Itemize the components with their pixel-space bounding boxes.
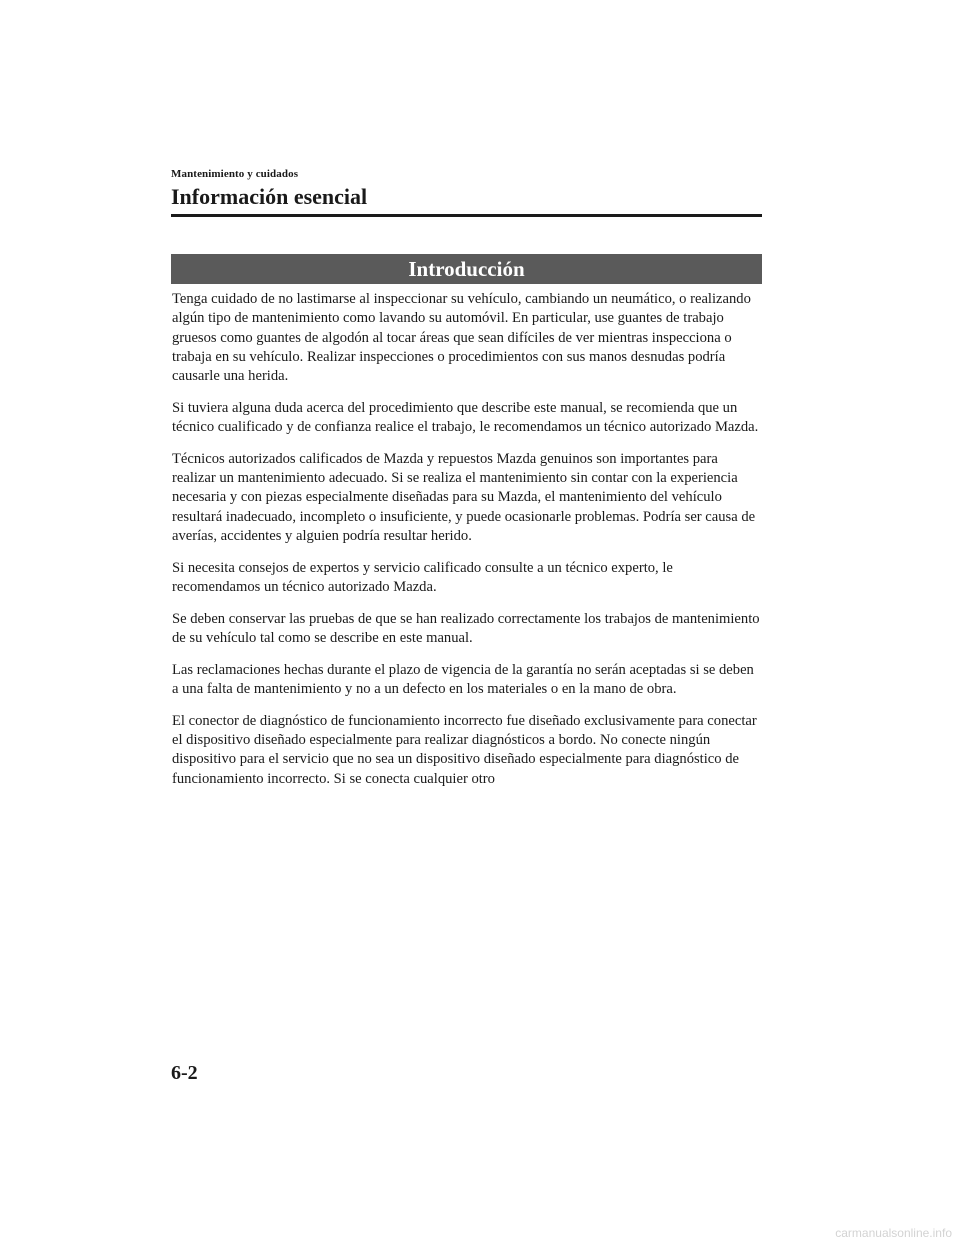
intro-heading-band [171,254,762,284]
page-number: 6-2 [171,1062,198,1084]
paragraph: Las reclamaciones hechas durante el plazo de vigencia de la garantía no serán aceptadas si se deben a una falta de mantenimiento y no a un defecto en los materiales o en la mano de obra. [172,661,754,697]
paragraph: Si tuviera alguna duda acerca del procedimiento que describe este manual, se recomienda que un técnico cualificado y de confianza realice el trabajo, le recomendamos un técnico autorizado Mazda. [172,399,759,436]
intro-heading: Introducción [408,256,525,281]
title-divider [171,214,762,217]
paragraph: Se deben conservar las pruebas de que se han realizado correctamente los trabajos de mantenimiento de su vehículo tal como se describe en este manual. [172,610,760,647]
page-title: Información esencial [171,184,368,209]
paragraph: Si necesita consejos de expertos y servicio calificado consulte a un técnico experto, le recomendamos un técnico autorizado Mazda. [172,559,673,596]
paragraph: El conector de diagnóstico de funcionamiento incorrecto fue diseñado exclusivamente para conectar el dispositivo diseñado especialmente para realizar diagnósticos a bordo. No conecte ningún dispositivo para el servicio que no sea un dispositivo diseñado especialmente para diagnóstico de funcionamiento incorrecto. Si se conecta cualquier otro [172,712,757,787]
paragraph: Técnicos autorizados calificados de Mazda y repuestos Mazda genuinos son importantes para realizar un mantenimiento adecuado. Si se realiza el mantenimiento sin contar con la experiencia necesaria y con piezas especialmente diseñadas para su Mazda, el mantenimiento del vehículo resultará inadecuado, incompleto o insuficiente, y puede ocasionarle problemas. Podría ser causa de averías, accidentes y alguien podría resultar herido. [172,450,756,545]
body-text [172,290,762,801]
watermark: carmanualsonline.info [835,1226,952,1240]
section-label: Mantenimiento y cuidados [171,168,299,180]
paragraph: Tenga cuidado de no lastimarse al inspeccionar su vehículo, cambiando un neumático, o realizando algún tipo de mantenimiento como lavando su automóvil. En particular, use guantes de trabajo gruesos como guantes de algodón al tocar áreas que sean difíciles de ver mientras inspecciona o trabaja en su vehículo. Realizar inspecciones o procedimientos con sus manos desnudas podría causarle una herida. [172,291,751,385]
